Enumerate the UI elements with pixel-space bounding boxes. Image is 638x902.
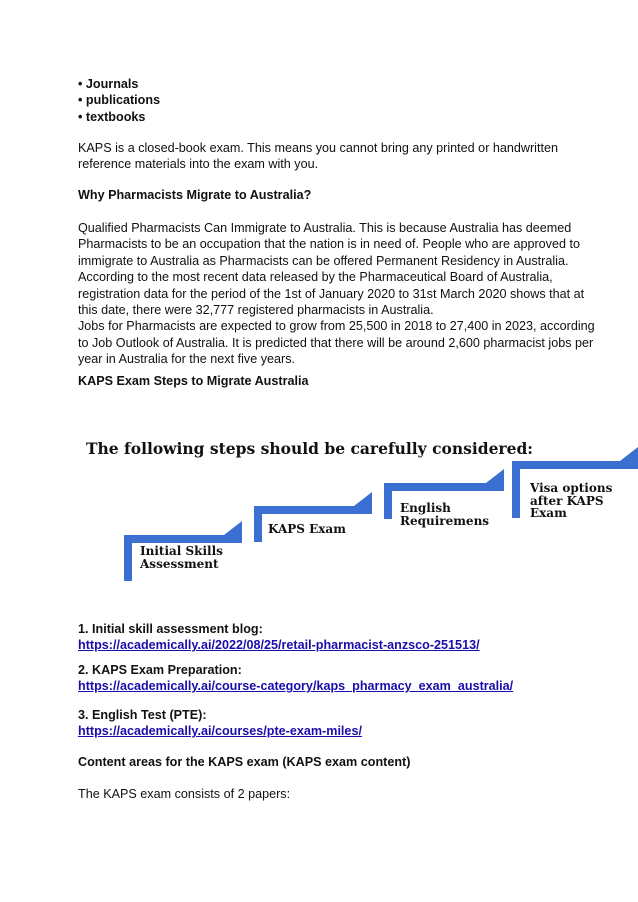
closed-book-paragraph bbox=[78, 140, 568, 173]
step-label-line: Initial Skills bbox=[140, 544, 223, 558]
why-pharmacists-heading: Why Pharmacists Migrate to Australia? bbox=[78, 188, 312, 202]
step-label-line: KAPS Exam bbox=[268, 522, 346, 536]
step-4-bar bbox=[512, 461, 638, 469]
step-2-post bbox=[254, 506, 262, 542]
paragraph-line: Pharmacists to be an occupation that the nation is in need of. People who are approved to bbox=[78, 237, 580, 252]
step-1-label bbox=[140, 545, 223, 570]
step-1-bar bbox=[124, 535, 242, 543]
step-4-label bbox=[530, 482, 612, 520]
skill-assessment-link[interactable]: https://academically.ai/2022/08/25/retail-pharmacist-anzsco-251513/ bbox=[78, 638, 480, 653]
step-label-line: Exam bbox=[530, 506, 567, 520]
paragraph-line: registration data for the period of the 1st of January 2020 to 31st March 2020 shows that at bbox=[78, 286, 585, 301]
english-test-link[interactable]: https://academically.ai/courses/pte-exam-miles/ bbox=[78, 724, 362, 739]
link-block-3 bbox=[78, 707, 568, 740]
paragraph-line: Qualified Pharmacists Can Immigrate to Australia. This is because Australia has deemed bbox=[78, 221, 572, 235]
link-label-kaps-preparation: 2. KAPS Exam Preparation: bbox=[78, 663, 242, 677]
paragraph-line: this date, there were 32,777 registered pharmacists in Australia. bbox=[78, 303, 434, 318]
link-label-skill-assessment: 1. Initial skill assessment blog: bbox=[78, 622, 263, 636]
step-3-post bbox=[384, 483, 392, 519]
step-1-arrowhead bbox=[224, 521, 242, 535]
link-block-1 bbox=[78, 621, 568, 654]
content-areas-heading: Content areas for the KAPS exam (KAPS exam content) bbox=[78, 755, 411, 769]
migration-steps-figure bbox=[68, 425, 638, 595]
paragraph-line: year in Australia for the next five years. bbox=[78, 352, 295, 367]
figure-title: The following steps should be carefully considered: bbox=[86, 439, 534, 458]
step-label-line: Assessment bbox=[140, 556, 219, 571]
kaps-steps-heading: KAPS Exam Steps to Migrate Australia bbox=[78, 374, 309, 388]
step-4-post bbox=[512, 461, 520, 518]
bullet-journals: • Journals bbox=[78, 77, 139, 91]
step-label-line: Requiremens bbox=[400, 513, 490, 528]
step-label-line: English bbox=[400, 501, 451, 515]
step-2-label bbox=[268, 523, 346, 536]
step-2-bar bbox=[254, 506, 372, 514]
paragraph-line: to Job Outlook of Australia. It is predicted that there will be around 2,600 pharmacist jobs per bbox=[78, 335, 594, 350]
step-2-arrowhead bbox=[354, 492, 372, 506]
why-pharmacists-paragraph bbox=[78, 220, 595, 368]
step-3-bar bbox=[384, 483, 504, 491]
step-label-line: Visa options bbox=[530, 481, 613, 495]
paragraph-line: KAPS is a closed-book exam. This means you cannot bring any printed or handwritten bbox=[78, 141, 558, 155]
link-block-2 bbox=[78, 662, 568, 695]
reference-bullet-list bbox=[78, 76, 568, 125]
paragraph-line: According to the most recent data released by the Pharmaceutical Board of Australia, bbox=[78, 270, 553, 285]
paragraph-line: Jobs for Pharmacists are expected to grow from 25,500 in 2018 to 27,400 in 2023, according bbox=[78, 319, 595, 334]
step-3-arrowhead bbox=[486, 469, 504, 483]
step-label-line: after KAPS bbox=[530, 493, 604, 508]
bullet-publications: • publications bbox=[78, 93, 161, 108]
paragraph-line: immigrate to Australia as Pharmacists can be offered Permanent Residency in Australia. bbox=[78, 253, 569, 268]
link-label-english-test: 3. English Test (PTE): bbox=[78, 708, 207, 722]
step-3-label bbox=[400, 502, 489, 527]
kaps-preparation-link[interactable]: https://academically.ai/course-category/kaps_pharmacy_exam_australia/ bbox=[78, 679, 514, 694]
step-1-post bbox=[124, 535, 132, 581]
paragraph-line: reference materials into the exam with you. bbox=[78, 157, 319, 172]
bullet-textbooks: • textbooks bbox=[78, 109, 146, 124]
papers-paragraph: The KAPS exam consists of 2 papers: bbox=[78, 787, 291, 801]
step-4-arrowhead bbox=[620, 447, 638, 461]
